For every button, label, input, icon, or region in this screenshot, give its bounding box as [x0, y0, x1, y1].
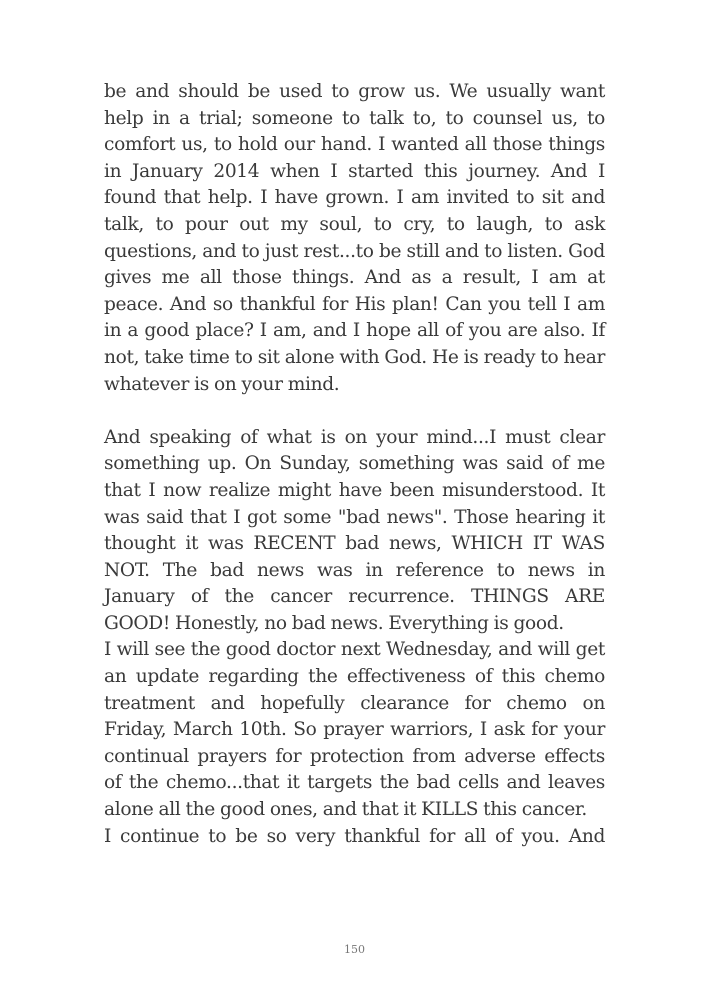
paragraph-3: I will see the good doctor next Wednesday, and will get an update regarding the effectiveness of this chemo treatment and hopefully clearance for chemo on Friday, March 10th. So prayer warriors, I ask for your continual prayers for protection from adverse effects of the chemo...that it targets the bad cells and leaves alone all the good ones, and that it KILLS this cancer.	[104, 639, 605, 821]
body-text	[104, 79, 605, 850]
paragraph-1: be and should be used to grow us. We usually want help in a trial; someone to talk to, to counsel us, to comfort us, to hold our hand. I wanted all those things in January 2014 when I started this journey. And I found that help. I have grown. I am invited to sit and talk, to pour out my soul, to cry, to laugh, to ask questions, and to just rest...to be still and to listen. God gives me all those things. And as a result, I am at peace. And so thankful for His plan! Can you tell I am in a good place? I am, and I hope all of you are also. If not, take time to sit alone with God. He is ready to hear whatever is on your mind.	[104, 81, 605, 395]
page-number: 150	[344, 943, 365, 956]
paragraph-2: And speaking of what is on your mind...I must clear something up. On Sunday, something was said of me that I now realize might have been misunderstood. It was said that I got some "bad news". Those hearing it thought it was RECENT bad news, WHICH IT WAS NOT. The bad news was in reference to news in January of the cancer recurrence. THINGS ARE GOOD! Honestly, no bad news. Everything is good.	[104, 426, 605, 634]
paragraph-4: I continue to be so very thankful for all of you. And	[104, 825, 605, 847]
